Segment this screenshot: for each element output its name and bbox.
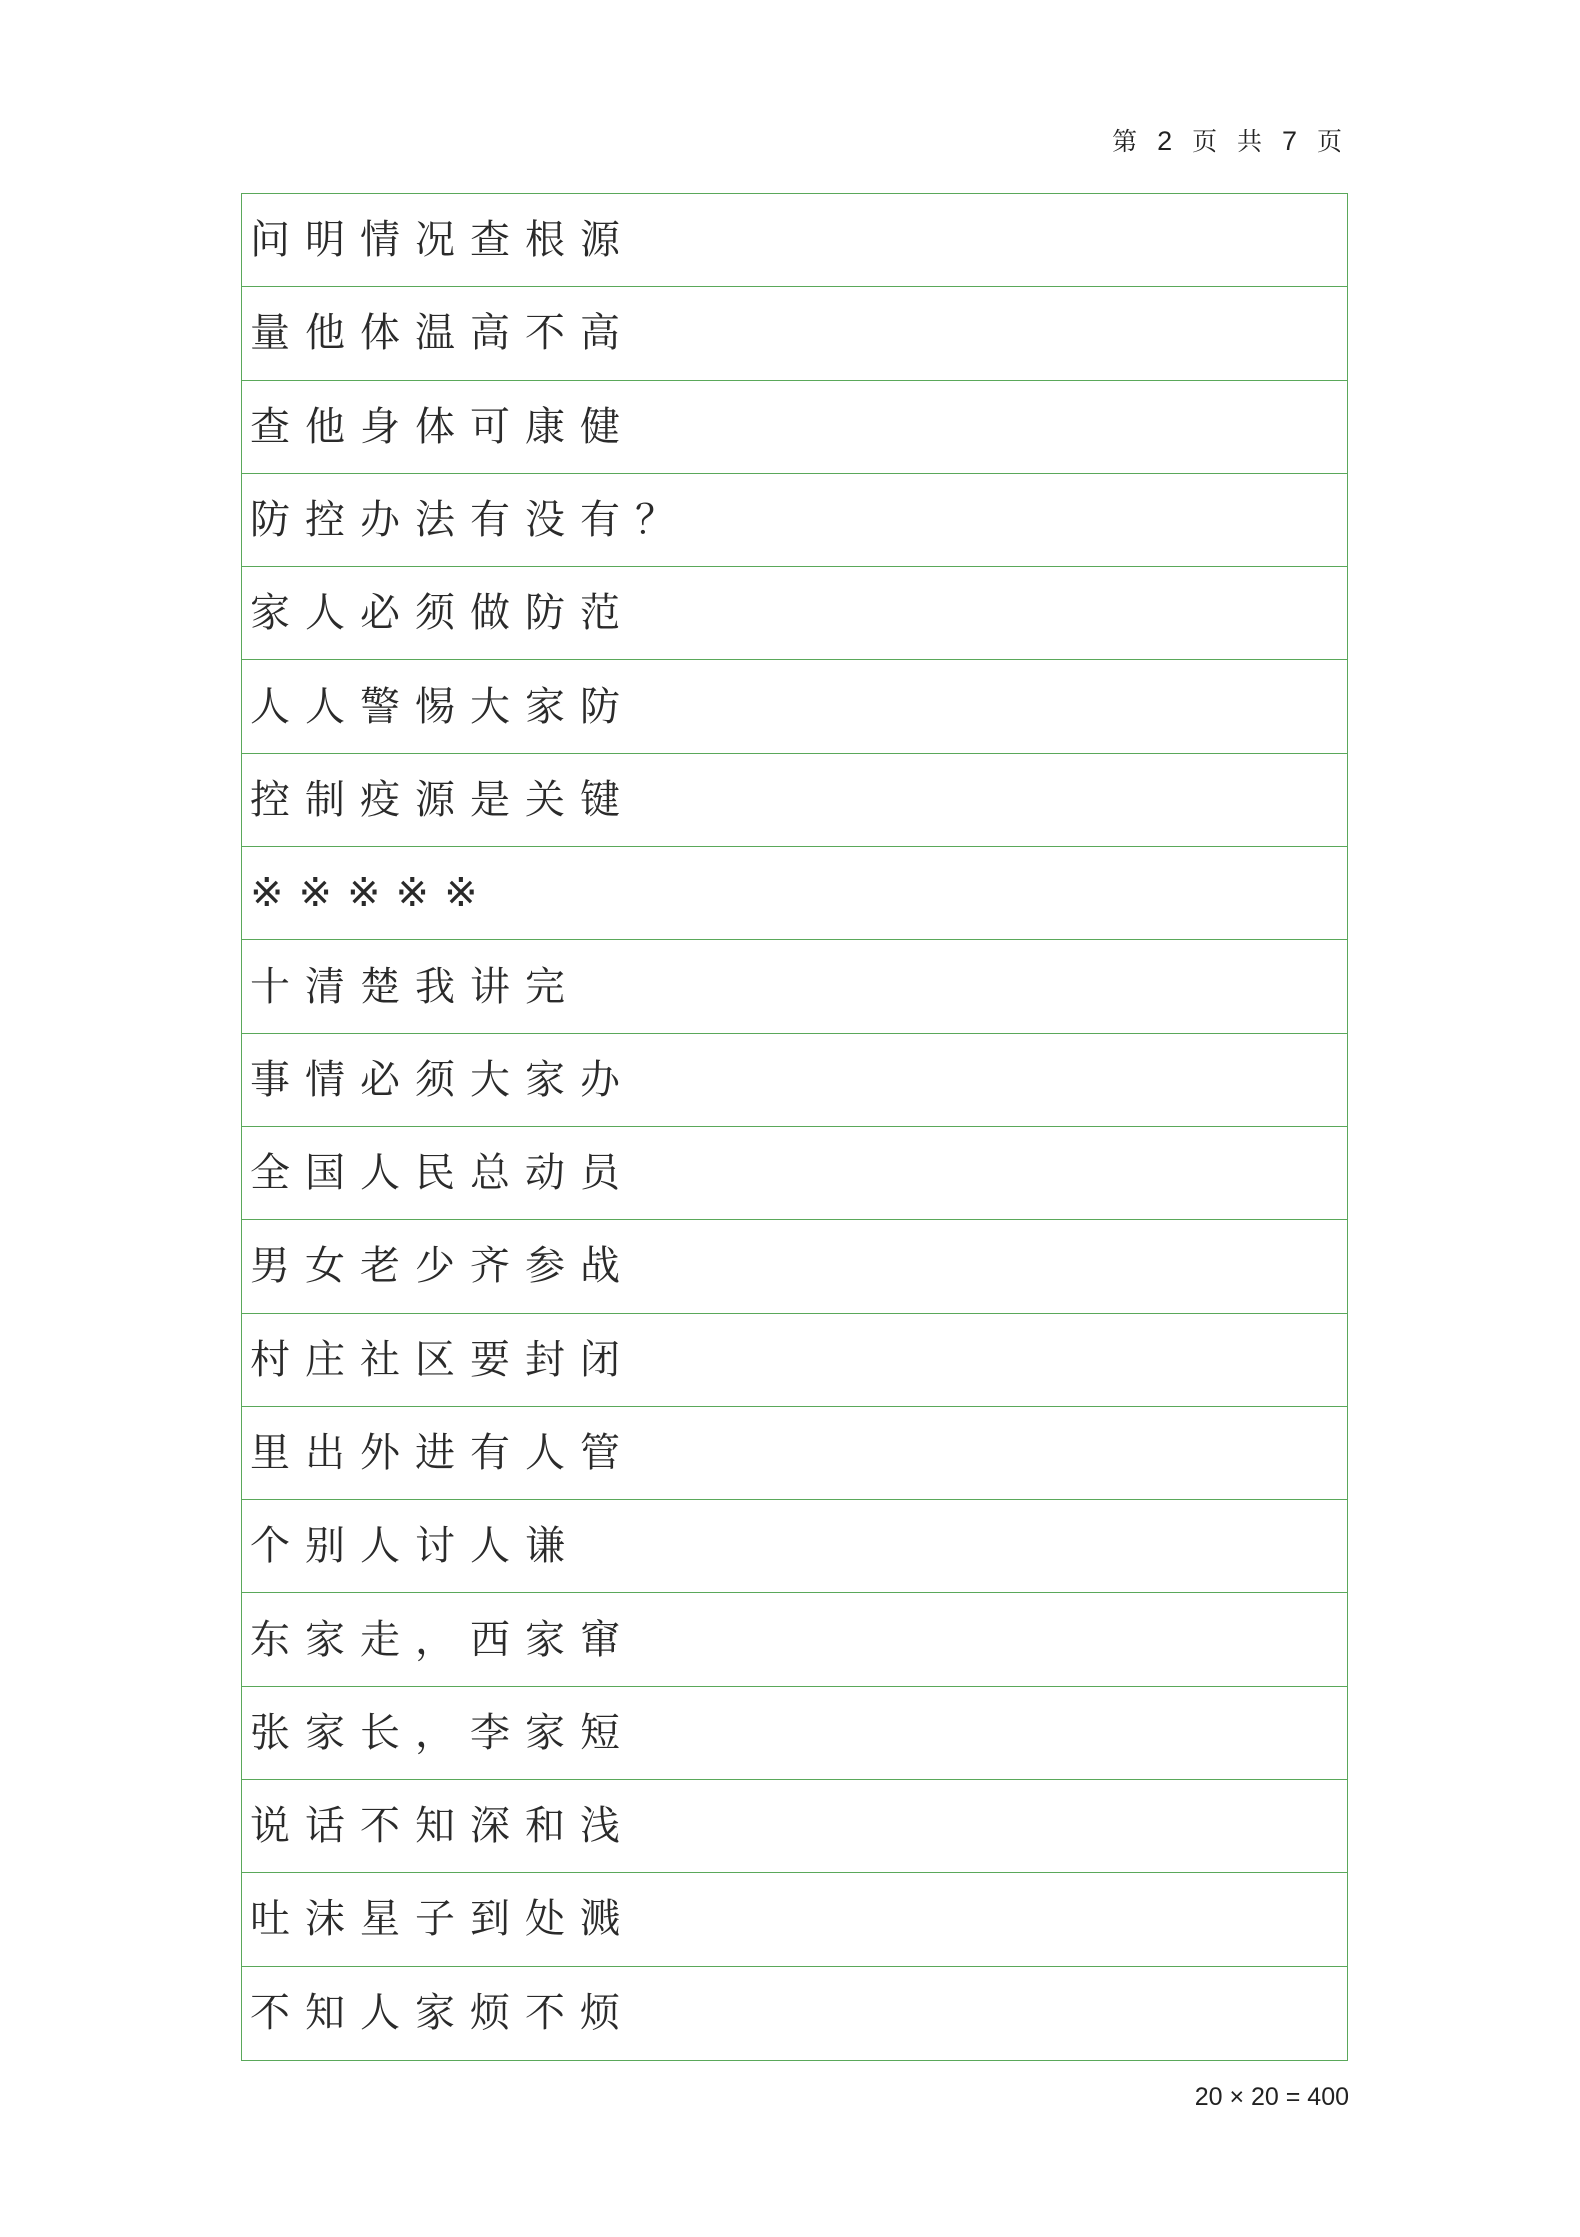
row-text: 吐沫星子到处溅 (250, 1896, 635, 1943)
header-middle: 页 共 (1192, 127, 1269, 156)
grid-row (242, 1220, 1347, 1313)
grid-row (242, 474, 1347, 567)
grid-row (242, 287, 1347, 380)
row-text: 不知人家烦不烦 (250, 1990, 635, 2037)
grid-row (242, 1967, 1347, 2060)
row-text: 个别人讨人谦 (250, 1523, 580, 1570)
grid-row (242, 1314, 1347, 1407)
grid-row (242, 1034, 1347, 1127)
row-text: 十清楚我讲完 (250, 963, 580, 1010)
grid-row (242, 1127, 1347, 1220)
row-text: 张家长，李家短 (250, 1709, 635, 1756)
grid-row (242, 754, 1347, 847)
header-prefix: 第 (1112, 127, 1144, 156)
grid-row (242, 1500, 1347, 1593)
grid-size-footer: 20 × 20 = 400 (1194, 2083, 1349, 2111)
total-pages-number: 7 (1282, 126, 1304, 156)
row-text: 查他身体可康健 (250, 403, 635, 450)
row-text: 里出外进有人管 (250, 1430, 635, 1476)
row-text: 控制疫源是关键 (250, 776, 635, 823)
row-text: 防控办法有没有？ (250, 497, 690, 544)
grid-row (242, 1687, 1347, 1780)
grid-row (242, 567, 1347, 660)
grid-row (242, 940, 1347, 1033)
row-text: 事情必须大家办 (250, 1056, 635, 1103)
grid-row (242, 1780, 1347, 1873)
row-text: 说话不知深和浅 (250, 1803, 635, 1850)
grid-row (242, 1407, 1347, 1500)
current-page-number: 2 (1157, 126, 1179, 156)
row-text: 男女老少齐参战 (250, 1243, 635, 1290)
row-text: 村庄社区要封闭 (250, 1336, 635, 1383)
grid-row (242, 381, 1347, 474)
row-text: ※※※※※ (250, 870, 493, 917)
header-suffix: 页 (1316, 127, 1348, 156)
row-text: 问明情况查根源 (250, 217, 635, 264)
row-text: 量他体温高不高 (250, 310, 635, 357)
grid-row (242, 194, 1347, 287)
page-number-header (1112, 122, 1348, 158)
grid-row (242, 847, 1347, 940)
row-text: 人人警惕大家防 (250, 683, 635, 730)
row-text: 东家走，西家窜 (250, 1616, 635, 1663)
grid-row (242, 1593, 1347, 1686)
grid-row (242, 1873, 1347, 1966)
row-text: 家人必须做防范 (250, 590, 635, 637)
row-text: 全国人民总动员 (250, 1150, 635, 1197)
grid-row (242, 660, 1347, 753)
manuscript-grid (241, 193, 1348, 2061)
